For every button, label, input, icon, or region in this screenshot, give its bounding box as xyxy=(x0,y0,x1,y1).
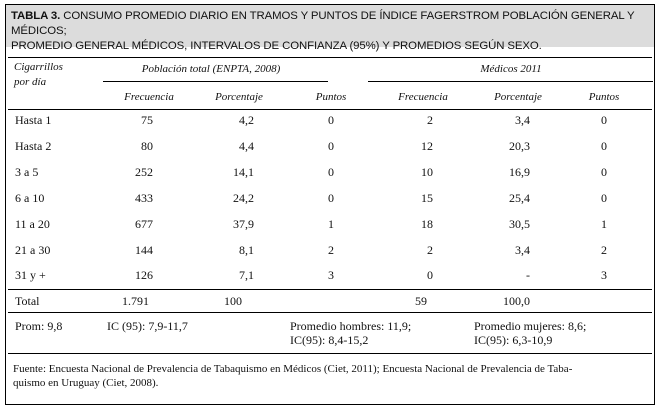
total-med-frecuencia: 59 xyxy=(415,294,427,308)
total-pop-porcentaje: 100 xyxy=(224,294,242,308)
row-label: 11 a 20 xyxy=(15,217,50,231)
col-header-med-porcentaje: Porcentaje xyxy=(494,91,542,103)
table-title-line1: CONSUMO PROMEDIO DIARIO EN TRAMOS Y PUNTOS DE ÍNDICE FAGERSTROM POBLACIÓN GENERAL Y MÉDICOS; xyxy=(11,10,635,37)
row-label: 6 a 10 xyxy=(15,191,45,205)
col-header-pop-puntos: Puntos xyxy=(315,91,347,103)
col-header-med-puntos: Puntos xyxy=(588,91,620,103)
cell-pop-porcentaje: 24,2 xyxy=(233,191,254,205)
stub-header-line1: Cigarrillos xyxy=(14,61,63,73)
total-rule xyxy=(8,289,652,290)
cell-med-porcentaje: - xyxy=(526,268,530,282)
cell-pop-frecuencia: 80 xyxy=(141,139,153,153)
table-title-band xyxy=(6,5,654,52)
total-label: Total xyxy=(15,294,40,308)
cell-med-frecuencia: 2 xyxy=(427,243,433,257)
summary-rule xyxy=(8,312,652,313)
cell-pop-porcentaje: 4,4 xyxy=(239,139,254,153)
group-header-medicos: Médicos 2011 xyxy=(480,63,542,75)
source-line2: quismo en Uruguay (Ciet, 2008). xyxy=(13,377,159,389)
col-header-pop-porcentaje: Porcentaje xyxy=(215,91,263,103)
col-header-pop-frecuencia: Frecuencia xyxy=(124,91,174,103)
cell-med-porcentaje: 16,9 xyxy=(509,165,530,179)
col-header-med-frecuencia: Frecuencia xyxy=(398,91,448,103)
summary-ic: IC (95): 7,9-11,7 xyxy=(107,319,188,333)
cell-pop-frecuencia: 433 xyxy=(135,191,153,205)
summary-mujeres-line1: Promedio mujeres: 8,6; xyxy=(474,319,587,333)
cell-med-porcentaje: 25,4 xyxy=(509,191,530,205)
source-rule xyxy=(8,353,652,354)
cell-med-porcentaje: 30,5 xyxy=(509,217,530,231)
cell-med-puntos: 0 xyxy=(601,139,607,153)
cell-med-puntos: 0 xyxy=(601,191,607,205)
row-label: 31 y + xyxy=(15,268,46,282)
summary-hombres-line1: Promedio hombres: 11,9; xyxy=(290,319,412,333)
cell-pop-frecuencia: 144 xyxy=(135,243,153,257)
total-med-porcentaje: 100,0 xyxy=(503,294,530,308)
cell-pop-puntos: 2 xyxy=(328,243,334,257)
cell-pop-frecuencia: 75 xyxy=(141,113,153,127)
cell-med-puntos: 3 xyxy=(601,268,607,282)
cell-pop-porcentaje: 37,9 xyxy=(233,217,254,231)
cell-med-puntos: 0 xyxy=(601,165,607,179)
cell-med-frecuencia: 15 xyxy=(421,191,433,205)
cell-pop-frecuencia: 126 xyxy=(135,268,153,282)
table-frame xyxy=(5,4,655,405)
total-pop-frecuencia: 1.791 xyxy=(122,294,149,308)
cell-pop-frecuencia: 677 xyxy=(135,217,153,231)
cell-med-frecuencia: 10 xyxy=(421,165,433,179)
cell-pop-puntos: 0 xyxy=(328,165,334,179)
cell-pop-porcentaje: 4,2 xyxy=(239,113,254,127)
table-title-label: TABLA 3. xyxy=(11,10,61,22)
cell-pop-porcentaje: 8,1 xyxy=(239,243,254,257)
source-line1: Fuente: Encuesta Nacional de Prevalencia de Tabaquismo en Médicos (Ciet, 2011); Encuesta Nacional de Prevalencia de Taba- xyxy=(13,363,573,375)
summary-mujeres-line2: IC(95): 6,3-10,9 xyxy=(474,333,553,347)
group-rule-medicos xyxy=(368,81,653,82)
cell-med-frecuencia: 18 xyxy=(421,217,433,231)
cell-med-frecuencia: 0 xyxy=(427,268,433,282)
cell-pop-porcentaje: 14,1 xyxy=(233,165,254,179)
cell-med-frecuencia: 2 xyxy=(427,113,433,127)
table-title xyxy=(11,9,651,54)
stub-header-line2: por día xyxy=(14,76,47,88)
cell-pop-puntos: 0 xyxy=(328,113,334,127)
cell-pop-puntos: 3 xyxy=(328,268,334,282)
cell-med-puntos: 2 xyxy=(601,243,607,257)
cell-med-puntos: 0 xyxy=(601,113,607,127)
row-label: Hasta 2 xyxy=(15,139,52,153)
cell-pop-porcentaje: 7,1 xyxy=(239,268,254,282)
summary-hombres-line2: IC(95): 8,4-15,2 xyxy=(290,333,369,347)
table-title-line2: PROMEDIO GENERAL MÉDICOS, INTERVALOS DE CONFIANZA (95%) Y PROMEDIOS SEGÚN SEXO. xyxy=(11,40,542,52)
row-label: 21 a 30 xyxy=(15,243,51,257)
header-rule xyxy=(8,109,652,110)
cell-pop-puntos: 0 xyxy=(328,191,334,205)
cell-med-porcentaje: 20,3 xyxy=(509,139,530,153)
summary-prom: Prom: 9,8 xyxy=(15,319,63,333)
cell-med-frecuencia: 12 xyxy=(421,139,433,153)
cell-med-porcentaje: 3,4 xyxy=(515,243,530,257)
row-label: Hasta 1 xyxy=(15,113,52,127)
group-header-poblacion: Población total (ENPTA, 2008) xyxy=(141,63,281,75)
row-label: 3 a 5 xyxy=(15,165,39,179)
cell-pop-puntos: 0 xyxy=(328,139,334,153)
cell-pop-puntos: 1 xyxy=(328,217,334,231)
top-rule xyxy=(8,57,652,58)
cell-pop-frecuencia: 252 xyxy=(135,165,153,179)
cell-med-porcentaje: 3,4 xyxy=(515,113,530,127)
cell-med-puntos: 1 xyxy=(601,217,607,231)
group-rule-poblacion xyxy=(103,81,328,82)
